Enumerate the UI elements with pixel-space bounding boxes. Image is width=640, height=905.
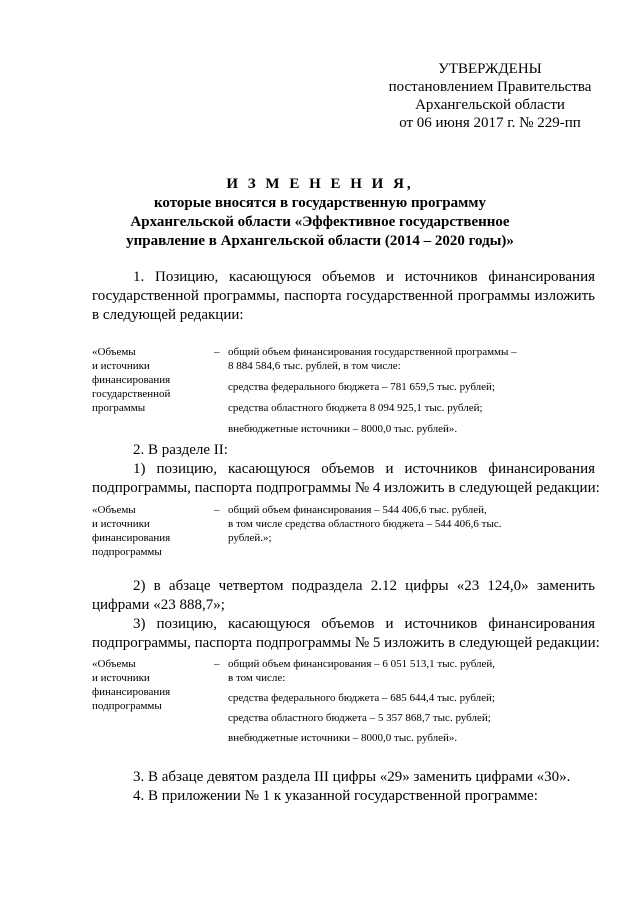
passport-1-dash: – xyxy=(214,346,220,358)
paragraph-2-line-1: 2. В разделе II: xyxy=(133,442,228,458)
passport-3-label-line: и источники xyxy=(92,672,150,684)
paragraph-3-line-3: 3) позицию, касающуюся объемов и источников финансирования xyxy=(133,616,595,632)
paragraph-3-line-1: 2) в абзаце четвертом подраздела 2.12 цифры «23 124,0» заменить xyxy=(133,578,595,594)
passport-2-label-line: финансирования xyxy=(92,532,171,544)
passport-1-label-line: и источники xyxy=(92,360,150,372)
passport-2-dash: – xyxy=(214,504,220,516)
passport-3-regional: средства областного бюджета – 5 357 868,7 тыс. рублей; xyxy=(228,712,491,724)
passport-3-label-line: «Объемы xyxy=(92,658,136,670)
approved-heading: УТВЕРЖДЕНЫ xyxy=(438,61,542,77)
paragraph-4 xyxy=(92,768,595,806)
paragraph-1 xyxy=(92,268,595,325)
passport-3-label xyxy=(92,657,207,713)
passport-3-including: в том числе: xyxy=(228,672,286,684)
paragraph-4-line-1: 3. В абзаце девятом раздела III цифры «29» заменить цифрами «30». xyxy=(133,769,571,785)
passport-1-extrabudget: внебюджетные источники – 8000,0 тыс. рублей». xyxy=(228,423,458,435)
paragraph-1-line-3: в следующей редакции: xyxy=(92,307,244,323)
passport-1-federal: средства федерального бюджета – 781 659,5 тыс. рублей; xyxy=(228,381,495,393)
approved-by: постановлением Правительства xyxy=(388,79,592,95)
paragraph-2 xyxy=(92,441,600,498)
passport-3-dash: – xyxy=(214,658,220,670)
passport-2-label-line: подпрограммы xyxy=(92,546,162,558)
passport-1-total: общий объем финансирования государственной программы – xyxy=(228,346,517,358)
paragraph-3 xyxy=(92,577,600,653)
paragraph-2-line-2: 1) позицию, касающуюся объемов и источников финансирования xyxy=(133,461,595,477)
passport-2-label-line: «Объемы xyxy=(92,504,136,516)
paragraph-3-line-4: подпрограммы, паспорта подпрограммы № 5 изложить в следующей редакции: xyxy=(92,635,600,651)
passport-3-total: общий объем финансирования – 6 051 513,1 тыс. рублей, xyxy=(228,658,496,670)
paragraph-4-line-2: 4. В приложении № 1 к указанной государственной программе: xyxy=(133,788,538,804)
approved-date: от 06 июня 2017 г. № 229-пп xyxy=(399,115,581,131)
passport-1-label-line: финансирования xyxy=(92,374,171,386)
approval-stamp xyxy=(385,60,595,132)
passport-1-regional: средства областного бюджета 8 094 925,1 тыс. рублей; xyxy=(228,402,483,414)
passport-2-label xyxy=(92,503,207,559)
passport-1-label xyxy=(92,345,207,415)
passport-1-label-line: программы xyxy=(92,402,146,414)
paragraph-2-line-3: подпрограммы, паспорта подпрограммы № 4 изложить в следующей редакции: xyxy=(92,480,600,496)
passport-2-values xyxy=(228,503,595,545)
passport-2-regional: в том числе средства областного бюджета – 544 406,6 тыс. xyxy=(228,518,502,530)
passport-2-regional-unit: рублей.»; xyxy=(228,532,272,544)
title-line-2: Архангельской области «Эффективное государственное xyxy=(130,214,510,230)
paragraph-3-line-2: цифрами «23 888,7»; xyxy=(92,597,225,613)
passport-3-values xyxy=(228,657,595,745)
paragraph-1-line-2: государственной программы, паспорта государственной программы изложить xyxy=(92,288,595,304)
document-title xyxy=(0,175,640,251)
approved-region: Архангельской области xyxy=(415,97,565,113)
passport-1-total-amount: 8 884 584,6 тыс. рублей, в том числе: xyxy=(228,360,401,372)
passport-1-label-line: «Объемы xyxy=(92,346,136,358)
title-line-3: управление в Архангельской области (2014 – 2020 годы)» xyxy=(126,233,514,249)
title-heading: И З М Е Н Е Н И Я, xyxy=(226,176,414,192)
passport-3-federal: средства федерального бюджета – 685 644,4 тыс. рублей; xyxy=(228,692,495,704)
paragraph-1-line-1: 1. Позицию, касающуюся объемов и источников финансирования xyxy=(133,269,595,285)
passport-2-total: общий объем финансирования – 544 406,6 тыс. рублей, xyxy=(228,504,487,516)
passport-2-label-line: и источники xyxy=(92,518,150,530)
title-line-1: которые вносятся в государственную программу xyxy=(153,195,487,211)
passport-3-label-line: подпрограммы xyxy=(92,700,162,712)
passport-1-label-line: государственной xyxy=(92,388,171,400)
passport-3-label-line: финансирования xyxy=(92,686,171,698)
passport-1-values xyxy=(228,345,595,436)
passport-3-extrabudget: внебюджетные источники – 8000,0 тыс. рублей». xyxy=(228,732,458,744)
